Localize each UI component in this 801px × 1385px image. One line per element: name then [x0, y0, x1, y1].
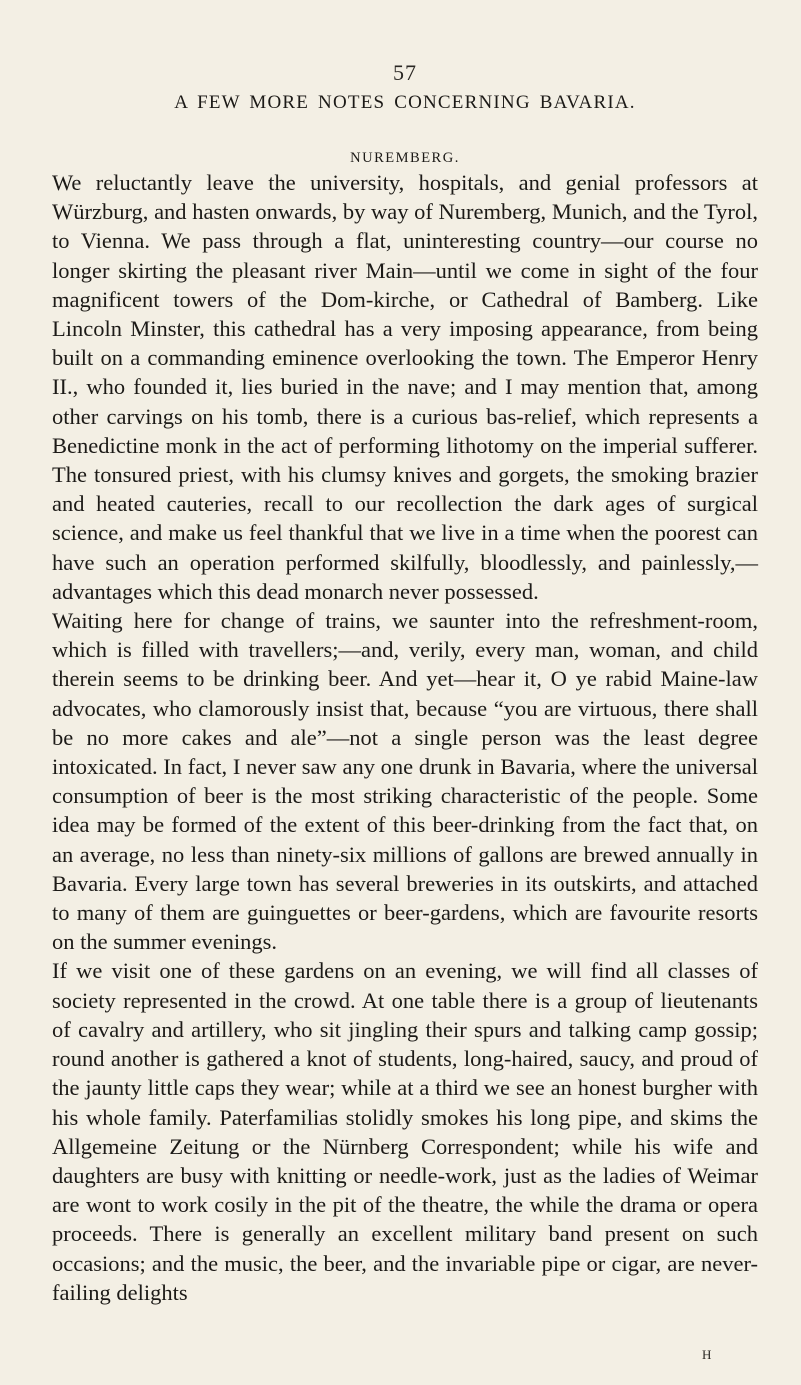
section-heading: NUREMBERG. — [350, 150, 460, 166]
paragraph-2: Waiting here for change of trains, we saunter into the refreshment-room, which is filled with travellers;—and, verily, every man, woman, and child therein seems to be drinking beer. And yet—hear it, O ye rabid Maine-law advocates, who clamorously insist that, because “you are virtuous, there shall be no more cakes and ale”—not a single person was the least degree intoxicated. In fact, I never saw any one drunk in Bavaria, where the universal consumption of beer is the most striking characteristic of the people. Some idea may be formed of the extent of this beer-drinking from the fact that, on an average, no less than ninety-six millions of gallons are brewed annually in Bavaria. Every large town has several breweries in its outskirts, and attached to many of them are guinguettes or beer-gardens, which are favourite resorts on the summer evenings. — [52, 608, 758, 955]
paragraph-3: If we visit one of these gardens on an evening, we will find all classes of society represented in the crowd. At one table there is a group of lieutenants of cavalry and artillery, who sit jingling their spurs and talking camp gossip; round another is gathered a knot of students, long-haired, saucy, and proud of the jaunty little caps they wear; while at a third we see an honest burgher with his whole family. Paterfamilias stolidly smokes his long pipe, and skims the Allgemeine Zeitung or the Nürnberg Correspondent; while his wife and daughters are busy with knitting or needle-work, just as the ladies of Weimar are wont to work cosily in the pit of the theatre, the while the drama or opera proceeds. There is generally an excellent military band present on such occasions; and the music, the beer, and the invariable pipe or cigar, are never-failing delights — [52, 958, 758, 1305]
book-page — [52, 0, 758, 1385]
paragraph-1: We reluctantly leave the university, hospitals, and genial professors at Würzburg, and hasten onwards, by way of Nuremberg, Munich, and the Tyrol, to Vienna. We pass through a flat, uninteresting country—our course no longer skirting the pleasant river Main—until we come in sight of the four magnificent towers of the Dom-kirche, or Cathedral of Bamberg. Like Lincoln Minster, this cathedral has a very imposing appearance, from being built on a commanding eminence overlooking the town. The Emperor Henry II., who founded it, lies buried in the nave; and I may mention that, among other carvings on his tomb, there is a curious bas-relief, which represents a Benedictine monk in the act of performing lithotomy on the imperial sufferer. The tonsured priest, with his clumsy knives and gorgets, the smoking brazier and heated cauteries, recall to our recollection the dark ages of surgical science, and make us feel thankful that we live in a time when the poorest can have such an operation performed skilfully, bloodlessly, and painlessly,—advantages which this dead monarch never possessed. — [52, 170, 758, 604]
article-body — [52, 168, 758, 1307]
article-title: A FEW MORE NOTES CONCERNING BAVARIA. — [174, 92, 636, 113]
signature-mark: H — [702, 1347, 713, 1362]
page-number: 57 — [393, 60, 417, 85]
